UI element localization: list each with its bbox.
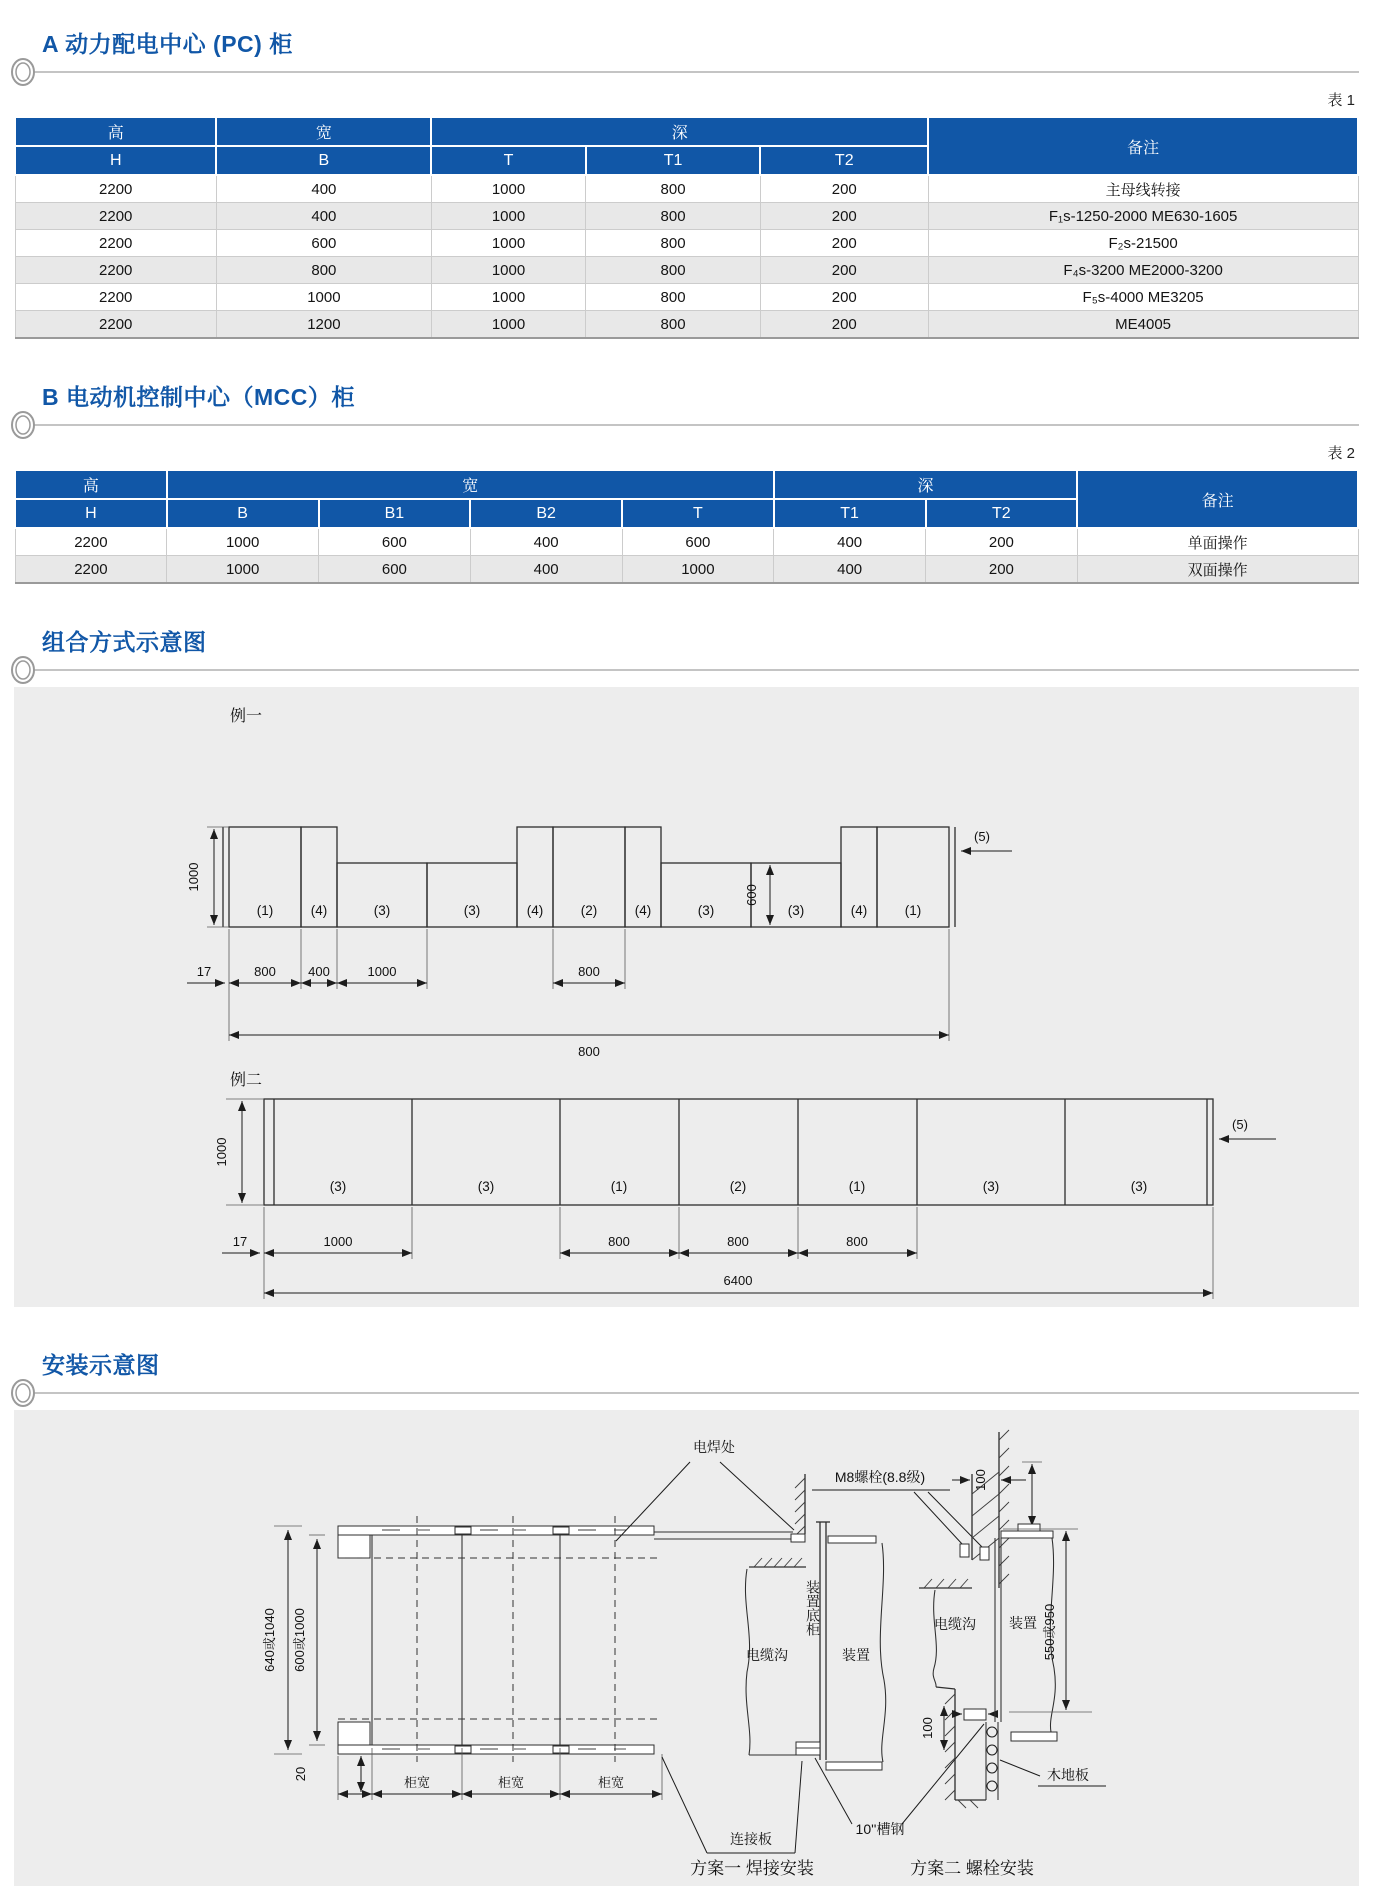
cell-b: 400 xyxy=(216,203,431,230)
cabinet-width-dim-label: 柜宽 xyxy=(403,1775,431,1790)
cell-t: 1000 xyxy=(622,556,774,584)
cable-trench-label: 电缆沟 xyxy=(934,1616,976,1632)
cell-t2: 200 xyxy=(760,203,928,230)
col-t2: T2 xyxy=(926,499,1078,528)
cell-t: 1000 xyxy=(431,257,585,284)
width-dim-label: 800 xyxy=(846,1234,868,1249)
cell-b: 1000 xyxy=(216,284,431,311)
table-row xyxy=(15,284,1358,311)
section-b-rule xyxy=(14,424,1359,426)
cabinet-tag: (2) xyxy=(580,903,598,918)
cabinet-tag: (4) xyxy=(526,903,544,918)
width-dim-label: 800 xyxy=(727,1234,749,1249)
depth-dim-label: 1000 xyxy=(214,1137,229,1167)
wood-floor-label: 木地板 xyxy=(1047,1767,1089,1783)
mcc-cabinet-table xyxy=(14,469,1359,584)
section-bullet-icon xyxy=(10,1378,36,1408)
group-header-row xyxy=(15,470,1358,499)
group-header-row xyxy=(15,117,1358,146)
cell-b: 1200 xyxy=(216,311,431,339)
cell-remark: F₁s-1250-2000 ME630-1605 xyxy=(928,203,1358,230)
width-dim-label: 400 xyxy=(308,964,330,979)
section-combo-header xyxy=(14,624,1359,671)
cabinet-tag: (3) xyxy=(477,1179,495,1194)
cell-t: 1000 xyxy=(431,230,585,257)
cell-remark: 双面操作 xyxy=(1077,556,1358,584)
cell-t2: 200 xyxy=(760,175,928,203)
table-row xyxy=(15,175,1358,203)
cabinet-tag: (1) xyxy=(904,903,922,918)
gap-dim-label: 17 xyxy=(232,1234,248,1249)
cell-t2: 200 xyxy=(926,556,1078,584)
cabinet-tag: (3) xyxy=(463,903,481,918)
welded-section-drawing xyxy=(616,1462,984,1853)
cell-t1: 800 xyxy=(586,203,761,230)
lower-dim-label: 100 xyxy=(920,1717,935,1739)
cabinet-tag: (1) xyxy=(610,1179,628,1194)
cell-remark: F₄s-3200 ME2000-3200 xyxy=(928,257,1358,284)
offset-dim-label: 20 xyxy=(293,1766,308,1782)
cabinet-tag: (3) xyxy=(982,1179,1000,1194)
col-b: B xyxy=(216,146,431,175)
section-a-rule xyxy=(14,71,1359,73)
col-width: 宽 xyxy=(216,117,431,146)
table-row xyxy=(15,230,1358,257)
cell-h: 2200 xyxy=(15,311,216,339)
section-a-title: A 动力配电中心 (PC) 柜 xyxy=(42,31,293,57)
cell-t: 1000 xyxy=(431,203,585,230)
width-dim-label: 800 xyxy=(254,964,276,979)
section-bullet-icon xyxy=(10,410,36,440)
bolt-label: M8螺栓(8.8级) xyxy=(834,1469,926,1485)
cabinet-tag: (3) xyxy=(1130,1179,1148,1194)
col-b: B xyxy=(167,499,319,528)
connect-plate-label: 连接板 xyxy=(730,1831,772,1847)
cell-h: 2200 xyxy=(15,257,216,284)
combo-diagram-panel xyxy=(14,687,1359,1307)
col-h: H xyxy=(15,146,216,175)
table-row xyxy=(15,311,1358,339)
cell-h: 2200 xyxy=(15,175,216,203)
cabinet-tag: (2) xyxy=(729,1179,747,1194)
cell-b2: 400 xyxy=(470,556,622,584)
cell-t1: 800 xyxy=(586,257,761,284)
section-bullet-icon xyxy=(10,57,36,87)
cell-t2: 200 xyxy=(760,311,928,339)
outer-dim-label: 640或1040 xyxy=(262,1608,277,1672)
bolted-caption: 方案二 螺栓安装 xyxy=(910,1859,1034,1878)
cell-t2: 200 xyxy=(926,528,1078,556)
plan-view-drawing xyxy=(274,1516,793,1800)
cell-h: 2200 xyxy=(15,556,167,584)
depth-dim-label: 1000 xyxy=(186,862,201,892)
section-b-title: B 电动机控制中心（MCC）柜 xyxy=(42,384,355,410)
col-depth: 深 xyxy=(431,117,928,146)
cabinet-tag: (3) xyxy=(787,903,805,918)
cell-t1: 800 xyxy=(586,311,761,339)
col-t2: T2 xyxy=(760,146,928,175)
example1-dimensions xyxy=(186,827,1012,1059)
col-t: T xyxy=(622,499,774,528)
width-dim-label: 1000 xyxy=(367,964,397,979)
cell-t: 1000 xyxy=(431,284,585,311)
cell-h: 2200 xyxy=(15,203,216,230)
cabinet-tag: (1) xyxy=(256,903,274,918)
col-t1: T1 xyxy=(774,499,926,528)
welded-caption: 方案一 焊接安装 xyxy=(690,1859,814,1878)
cabinet-tag: (4) xyxy=(850,903,868,918)
cell-t: 1000 xyxy=(431,175,585,203)
end-marker-label: (5) xyxy=(974,829,990,844)
table2-label: 表 2 xyxy=(1327,445,1355,462)
col-depth: 深 xyxy=(774,470,1078,499)
pc-table-body xyxy=(15,175,1358,338)
cell-remark: ME4005 xyxy=(928,311,1358,339)
table1-label: 表 1 xyxy=(1327,92,1355,109)
cell-b: 1000 xyxy=(167,528,319,556)
col-t1: T1 xyxy=(586,146,761,175)
col-t: T xyxy=(431,146,585,175)
mcc-table-head xyxy=(15,470,1358,528)
mid-depth-dim-label: 600 xyxy=(744,884,759,906)
weld-point-label: 电焊处 xyxy=(693,1439,735,1455)
cabinet-tag: (3) xyxy=(373,903,391,918)
width-dim-label: 800 xyxy=(578,964,600,979)
combo-diagram xyxy=(14,687,1359,1307)
table-row xyxy=(15,556,1358,584)
cell-h: 2200 xyxy=(15,230,216,257)
gap-dim-label: 17 xyxy=(196,964,212,979)
section-install-title: 安装示意图 xyxy=(42,1352,160,1378)
cell-b2: 400 xyxy=(470,528,622,556)
cell-h: 2200 xyxy=(15,528,167,556)
cell-b: 400 xyxy=(216,175,431,203)
cable-trench-label: 电缆沟 xyxy=(746,1647,788,1663)
pc-table-head xyxy=(15,117,1358,175)
example2-dimensions xyxy=(214,1099,1276,1299)
channel-steel-label: 10''槽钢 xyxy=(855,1821,905,1837)
col-remarks: 备注 xyxy=(928,117,1358,175)
cabinet-tag: (4) xyxy=(634,903,652,918)
cell-t: 600 xyxy=(622,528,774,556)
cell-b: 1000 xyxy=(167,556,319,584)
cell-t1: 800 xyxy=(586,284,761,311)
cell-t: 1000 xyxy=(431,311,585,339)
col-remarks: 备注 xyxy=(1077,470,1358,528)
total-dim-label: 6400 xyxy=(723,1273,753,1288)
example2-label: 例二 xyxy=(230,1072,263,1089)
cell-t1: 800 xyxy=(586,230,761,257)
cell-t1: 400 xyxy=(774,528,926,556)
col-height: 高 xyxy=(15,470,167,499)
cabinet-tag: (4) xyxy=(310,903,328,918)
table-row xyxy=(15,203,1358,230)
cell-b: 800 xyxy=(216,257,431,284)
cell-remark: 主母线转接 xyxy=(928,175,1358,203)
pc-cabinet-table xyxy=(14,116,1359,339)
col-height: 高 xyxy=(15,117,216,146)
cabinet-width-dim-label: 柜宽 xyxy=(597,1775,625,1790)
cabinet-tag: (1) xyxy=(848,1179,866,1194)
end-marker-label: (5) xyxy=(1232,1117,1248,1132)
example1-label: 例一 xyxy=(230,708,263,725)
install-diagram xyxy=(14,1410,1359,1886)
cabinet-tag: (3) xyxy=(697,903,715,918)
section-combo-rule xyxy=(14,669,1359,671)
cell-remark: F₂s-21500 xyxy=(928,230,1358,257)
cell-remark: 单面操作 xyxy=(1077,528,1358,556)
table-row xyxy=(15,257,1358,284)
section-combo-title: 组合方式示意图 xyxy=(42,629,207,655)
cabinet-width-dim-label: 柜宽 xyxy=(497,1775,525,1790)
cabinet-tag: (3) xyxy=(329,1179,347,1194)
total-dim-label: 800 xyxy=(578,1044,600,1059)
width-dim-label: 800 xyxy=(608,1234,630,1249)
section-a-header xyxy=(14,26,1359,73)
cell-b1: 600 xyxy=(319,528,471,556)
mcc-table-body xyxy=(15,528,1358,583)
cell-b: 600 xyxy=(216,230,431,257)
base-cabinet-label: 装置底柜 xyxy=(805,1580,821,1636)
device-label: 装置 xyxy=(842,1647,870,1663)
section-install-rule xyxy=(14,1392,1359,1394)
col-width: 宽 xyxy=(167,470,774,499)
table-row xyxy=(15,528,1358,556)
device-label: 装置 xyxy=(1009,1615,1037,1631)
cell-b1: 600 xyxy=(319,556,471,584)
cell-t2: 200 xyxy=(760,230,928,257)
cell-t2: 200 xyxy=(760,257,928,284)
col-b1: B1 xyxy=(319,499,471,528)
cell-t2: 200 xyxy=(760,284,928,311)
install-diagram-panel xyxy=(14,1410,1359,1886)
cell-remark: F₅s-4000 ME3205 xyxy=(928,284,1358,311)
width-dim-label: 1000 xyxy=(323,1234,353,1249)
section-install-header xyxy=(14,1347,1359,1394)
section-b-header xyxy=(14,379,1359,426)
section-bullet-icon xyxy=(10,655,36,685)
device-height-dim-label: 550或950 xyxy=(1042,1603,1057,1661)
cell-t1: 400 xyxy=(774,556,926,584)
wall-dim-label: 100 xyxy=(973,1469,988,1491)
cell-h: 2200 xyxy=(15,284,216,311)
col-b2: B2 xyxy=(470,499,622,528)
inner-dim-label: 600或1000 xyxy=(292,1608,307,1672)
cell-t1: 800 xyxy=(586,175,761,203)
col-h: H xyxy=(15,499,167,528)
